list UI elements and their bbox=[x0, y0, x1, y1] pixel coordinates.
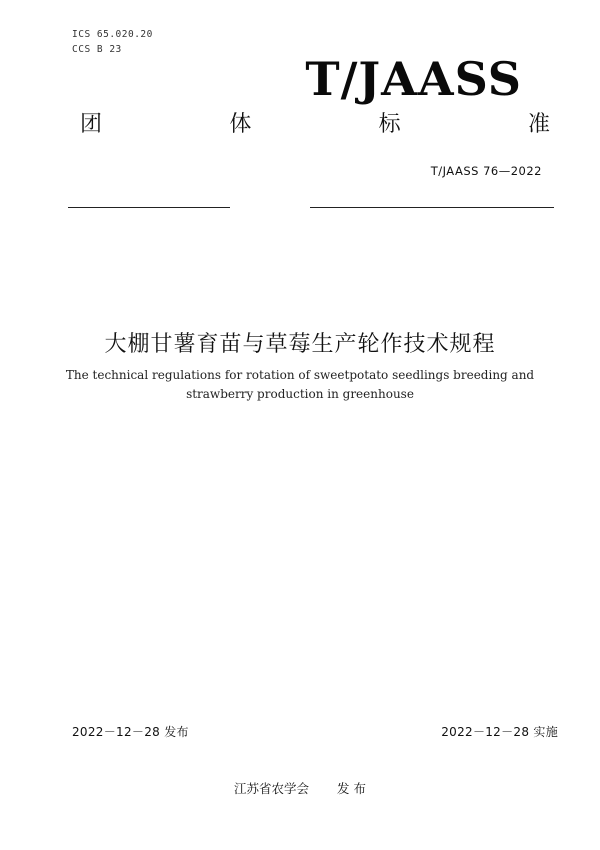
publisher bbox=[0, 779, 600, 797]
publish-date: 2022－12－28 发布 bbox=[72, 725, 189, 739]
header-divider bbox=[310, 207, 554, 208]
ics-code: ICS 65.020.20 bbox=[72, 29, 153, 40]
implement-date: 2022－12－28 实施 bbox=[441, 725, 558, 739]
standard-type-char: 准 bbox=[527, 112, 550, 137]
publisher-action: 发 布 bbox=[337, 781, 366, 796]
standard-type-char: 体 bbox=[229, 112, 252, 137]
ccs-code: CCS B 23 bbox=[72, 44, 122, 55]
publisher-name: 江苏省农学会 bbox=[234, 781, 310, 796]
standard-brand: T/JAASS bbox=[305, 52, 522, 106]
document-title-chinese: 大棚甘薯育苗与草莓生产轮作技术规程 bbox=[104, 332, 496, 357]
header-divider bbox=[68, 207, 230, 208]
document-title-english: The technical regulations for rotation of sweetpotato seedlings breeding and strawberry production in greenhouse bbox=[65, 368, 535, 401]
standard-number: T/JAASS 76—2022 bbox=[430, 164, 542, 178]
standard-type-char: 团 bbox=[80, 112, 103, 137]
standard-type bbox=[80, 114, 550, 136]
standard-type-char: 标 bbox=[378, 112, 401, 137]
